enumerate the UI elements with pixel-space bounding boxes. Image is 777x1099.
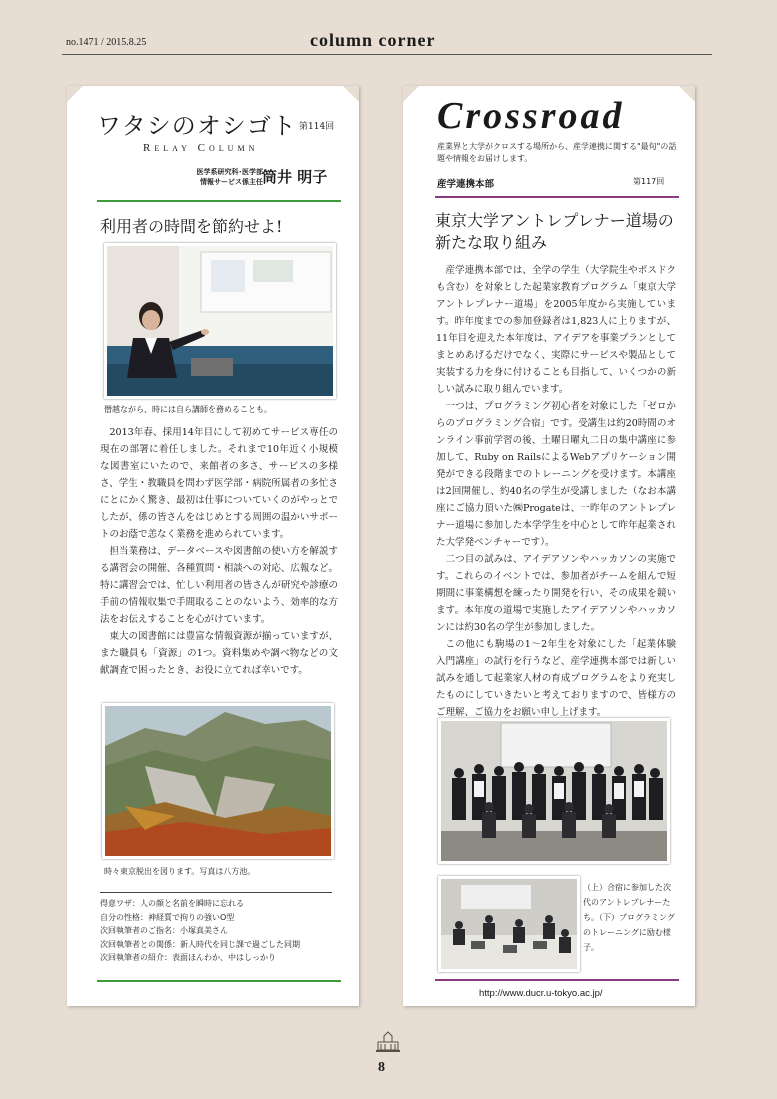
corner-fold: [403, 86, 419, 102]
divider: [100, 892, 332, 893]
affiliation-line: 医学系研究科･医学部: [196, 168, 263, 176]
profile-item: 次回執筆者の紹介：表面ほんわか、中はしっかり: [100, 953, 276, 962]
column-number: 第117回: [633, 177, 665, 186]
corner-fold: [67, 86, 83, 102]
article-headline: 東京大学アントレプレナー道場の新たな取り組み: [435, 211, 674, 252]
page-number: 8: [378, 1060, 385, 1075]
university-emblem-icon: [374, 1030, 402, 1054]
lead-heading: 利用者の時間を節約せよ!: [100, 217, 283, 236]
profile-item: 次回執筆者との関係：新人時代を同じ課で過ごした同期: [100, 939, 300, 949]
author-affiliation: [143, 167, 263, 187]
website-link[interactable]: http://www.ducr.u-tokyo.ac.jp/: [479, 988, 603, 999]
article-body: [100, 424, 338, 679]
photo-caption: （上）合宿に参加した次代のアントレプレナーたち。（下）プログラミングのトレーニングに励む様子。: [583, 883, 675, 952]
issue-number: no.1471 / 2015.8.25: [66, 37, 147, 48]
divider: [435, 979, 679, 981]
crossroad-card: [403, 86, 695, 1006]
group-photo: [438, 718, 670, 864]
section-title: column corner: [310, 30, 436, 50]
profile-item: 得意ワザ：人の顔と名前を瞬時に忘れる: [100, 899, 244, 908]
group-illustration: [441, 721, 667, 861]
column-title: ワタシのオシゴト: [97, 112, 297, 140]
profile-item: 自分の性格：神経質で拘りの強いO型: [100, 912, 235, 922]
paragraph: 産学連携本部では、全学の学生（大学院生やポスドクも含む）を対象とした起業家教育プログラム「東京大学アントレプレナー道場」を2005年度から実施しています。昨年度までの参加登録者は1,823人に上りますが、11年目を迎えた本年度は、アイデアを事業プランとしてまとめあげるだけでなく、実際にサービスや製品として実装する力を身に付けることも目指して、いくつかの新しい試みに取り組んでいます。: [436, 265, 676, 395]
relay-column-card: [67, 86, 359, 1006]
author-name: 筒井 明子: [262, 168, 328, 186]
department-name: 産学連携本部: [437, 179, 495, 190]
divider: [97, 980, 341, 982]
crossroad-intro: 産業界と大学がクロスする場所から、産学連携に関する"最旬"の話題や情報をお届けします。: [437, 142, 677, 163]
divider: [435, 196, 679, 198]
mountain-illustration: [105, 706, 331, 856]
divider: [97, 200, 341, 202]
relay-column-label: Relay Column: [143, 142, 259, 154]
paragraph: 二つ目の試みは、アイデアソンやハッカソンの実施です。これらのイベントでは、参加者がチームを組んで短期間に事業構想を練ったり開発を行い、その成果を競います。本年度の道場で実施したアイデアソンやハッカソンには約30名の学生が参加しました。: [436, 554, 676, 633]
photo-caption: 僭越ながら、時には自ら講師を務めることも。: [104, 405, 272, 414]
affiliation-line: 情報サービス係主任: [200, 178, 263, 186]
lecture-photo: [104, 243, 336, 399]
article-body: [436, 262, 676, 721]
header-rule: [62, 54, 712, 55]
crossroad-title: Crossroad: [437, 95, 625, 137]
training-illustration: [441, 879, 577, 969]
column-number: 第114回: [299, 122, 335, 132]
author-profile: [100, 897, 300, 965]
paragraph: この他にも駒場の1～2年生を対象にした「起業体験入門講座」の試行を行うなど、産学連携本部では新しい試みを通して起業家人材の育成プログラムをより充実したものにしていきたいと考えておりますので、皆様方のご理解、ご協力をお願い申し上げます。: [436, 639, 676, 718]
photo-caption: 時々東京脱出を図ります。写真は八方池。: [104, 867, 256, 876]
corner-fold: [343, 86, 359, 102]
paragraph: 担当業務は、データベースや図書館の使い方を解説する講習会の開催、各種質問・相談への対応、広報など。特に講習会では、忙しい利用者の皆さんが研究や診療の手前の情報収集で手間取ることのないよう、効率的な方法をお伝えすることを心がけています。: [100, 546, 338, 625]
paragraph: 一つは、プログラミング初心者を対象にした「ゼロからのプログラミング合宿」です。受講生は約20時間のオンライン事前学習の後、土曜日曜丸二日の集中講座に参加して、Ruby on RailsによるWebアプリケーション開発ができる段階までのトレーニングを受けます。本講座は2回開催し、約40名の学生が受講しました（なお本講座にご協力頂いた㈱Progateは、一昨年のアントレプレナー道場に参加した本学学生を中心として昨年起業された大学発ベンチャーです）。: [436, 401, 676, 548]
paragraph: 2013年春、採用14年目にして初めてサービス専任の現在の部署に着任しました。それまで10年近く小規模な図書室にいたので、来館者の多さ、サービスの多様さ、学生・教職員を問わず医学部・病院所属者の多忙さにとにかく驚き、最初は仕事についていくのがやっとでしたが、係の皆さんをはじめとする周囲の温かいサポートのお蔭で恙なく業務を進められています。: [100, 427, 338, 540]
profile-item: 次回執筆者のご指名：小塚真美さん: [100, 926, 228, 935]
mountain-photo: [102, 703, 334, 859]
training-photo: [438, 876, 580, 972]
lecture-illustration: [107, 246, 333, 396]
corner-fold: [679, 86, 695, 102]
paragraph: 東大の図書館には豊富な情報資源が揃っていますが、また職員も「資源」の1つ。資料集めや調べ物などの文献調査で困ったとき、お役に立てれば幸いです。: [100, 631, 338, 676]
